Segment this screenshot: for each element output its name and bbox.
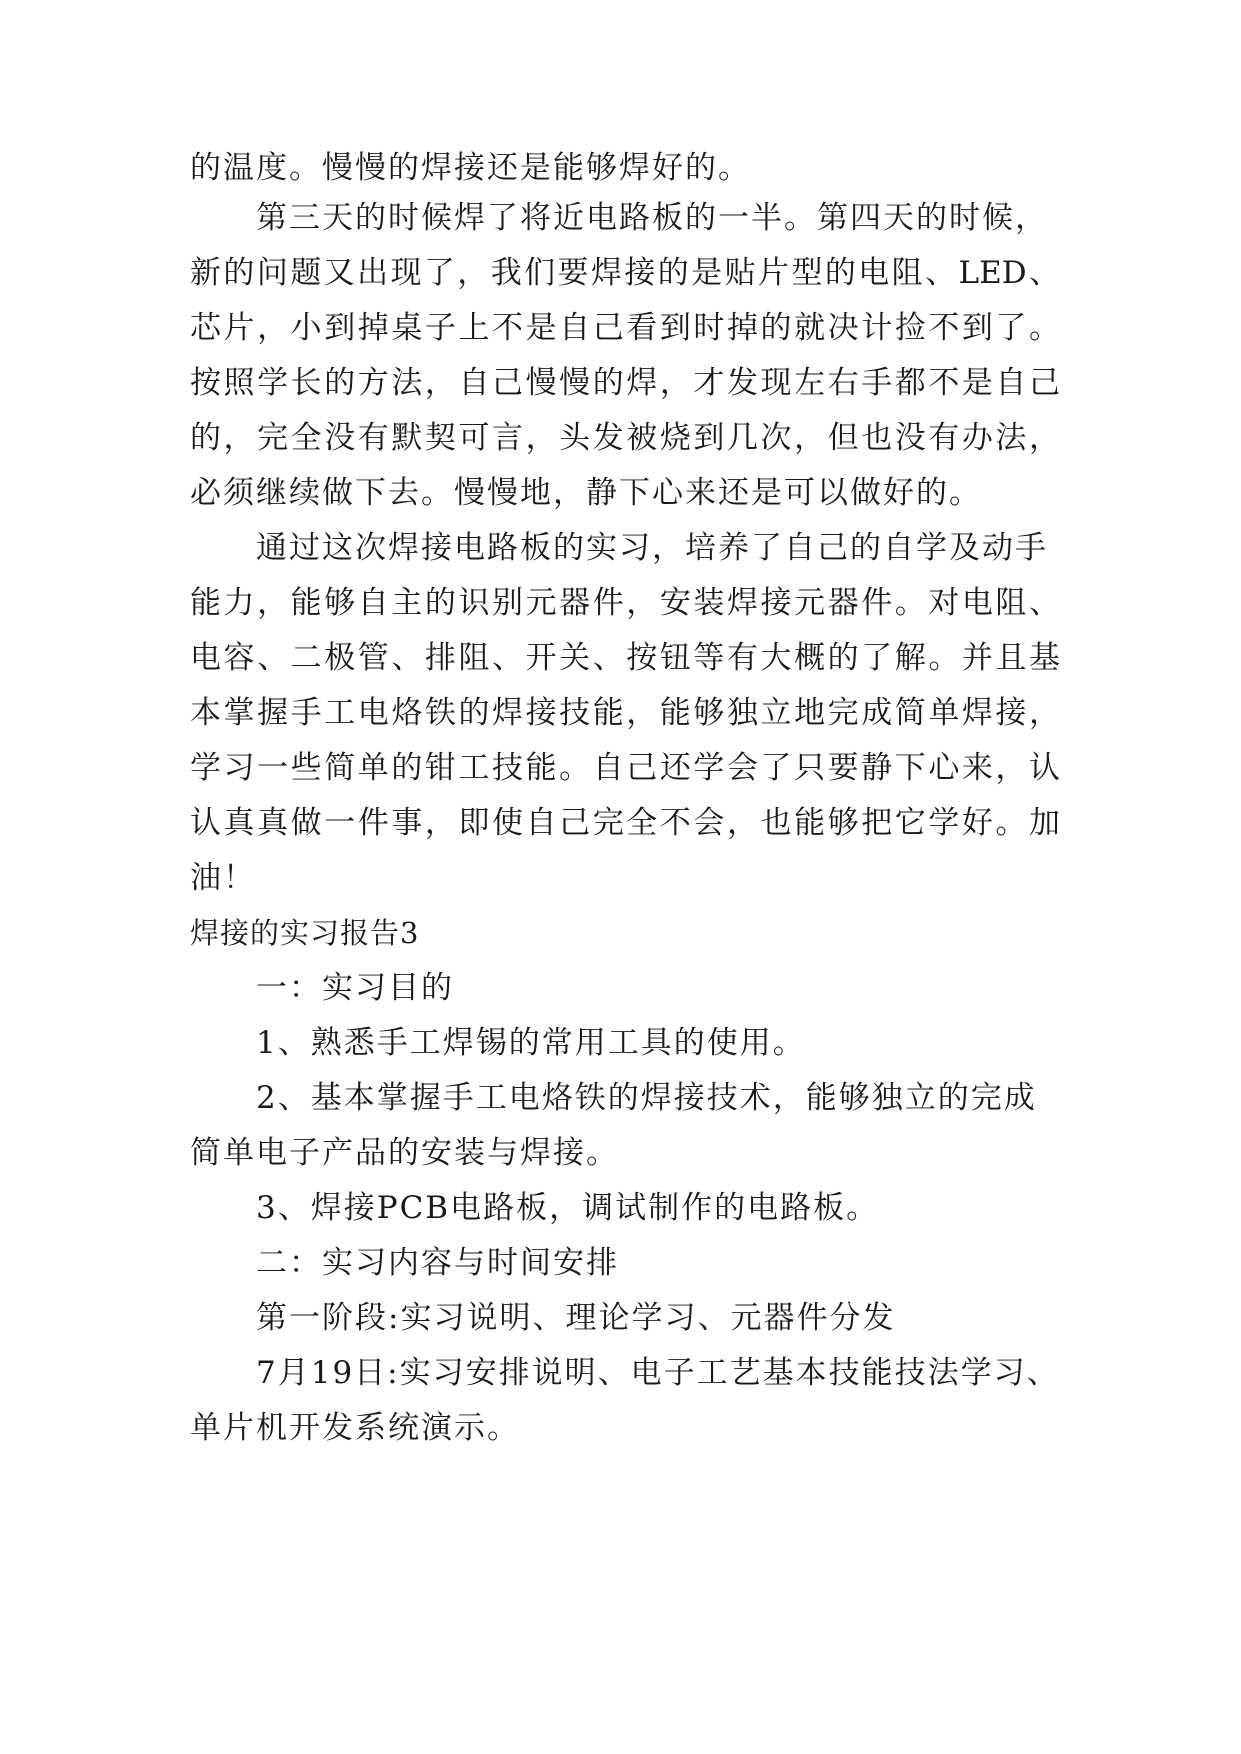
paragraph-line: 油！ <box>190 860 256 896</box>
phase-heading: 第一阶段:实习说明、理论学习、元器件分发 <box>256 1300 896 1336</box>
paragraph-line: 必须继续做下去。慢慢地，静下心来还是可以做好的。 <box>190 475 982 511</box>
section-heading: 焊接的实习报告3 <box>190 916 420 950</box>
list-item: 3、焊接PCB电路板，调试制作的电路板。 <box>256 1190 880 1226</box>
subsection-heading: 二：实习内容与时间安排 <box>256 1245 619 1281</box>
list-item: 2、基本掌握手工电烙铁的焊接技术，能够独立的完成 <box>256 1080 1037 1116</box>
schedule-line: 7月19日:实习安排说明、电子工艺基本技能技法学习、 <box>256 1355 1060 1391</box>
paragraph-line: 按照学长的方法，自己慢慢的焊，才发现左右手都不是自己 <box>190 365 1060 401</box>
list-item-continuation: 简单电子产品的安装与焊接。 <box>190 1135 619 1171</box>
paragraph-line: 能力，能够自主的识别元器件，安装焊接元器件。对电阻、 <box>190 585 1060 621</box>
paragraph-line: 第三天的时候焊了将近电路板的一半。第四天的时候， <box>256 200 1048 236</box>
paragraph-line: 芯片，小到掉桌子上不是自己看到时掉的就决计捡不到了。 <box>190 310 1060 346</box>
schedule-line-continuation: 单片机开发系统演示。 <box>190 1410 520 1446</box>
paragraph-line: 新的问题又出现了，我们要焊接的是贴片型的电阻、LED、 <box>190 255 1060 291</box>
list-item: 1、熟悉手工焊锡的常用工具的使用。 <box>256 1025 806 1061</box>
paragraph-line: 认真真做一件事，即使自己完全不会，也能够把它学好。加 <box>190 805 1060 841</box>
paragraph-line: 学习一些简单的钳工技能。自己还学会了只要静下心来，认 <box>190 750 1060 786</box>
paragraph-line: 通过这次焊接电路板的实习，培养了自己的自学及动手 <box>256 530 1048 566</box>
subsection-heading: 一：实习目的 <box>256 970 454 1006</box>
paragraph-line: 的温度。慢慢的焊接还是能够焊好的。 <box>190 150 751 186</box>
paragraph-line: 的，完全没有默契可言，头发被烧到几次，但也没有办法， <box>190 420 1060 456</box>
paragraph-line: 电容、二极管、排阻、开关、按钮等有大概的了解。并且基 <box>190 640 1060 676</box>
paragraph-line: 本掌握手工电烙铁的焊接技能，能够独立地完成简单焊接， <box>190 695 1060 731</box>
